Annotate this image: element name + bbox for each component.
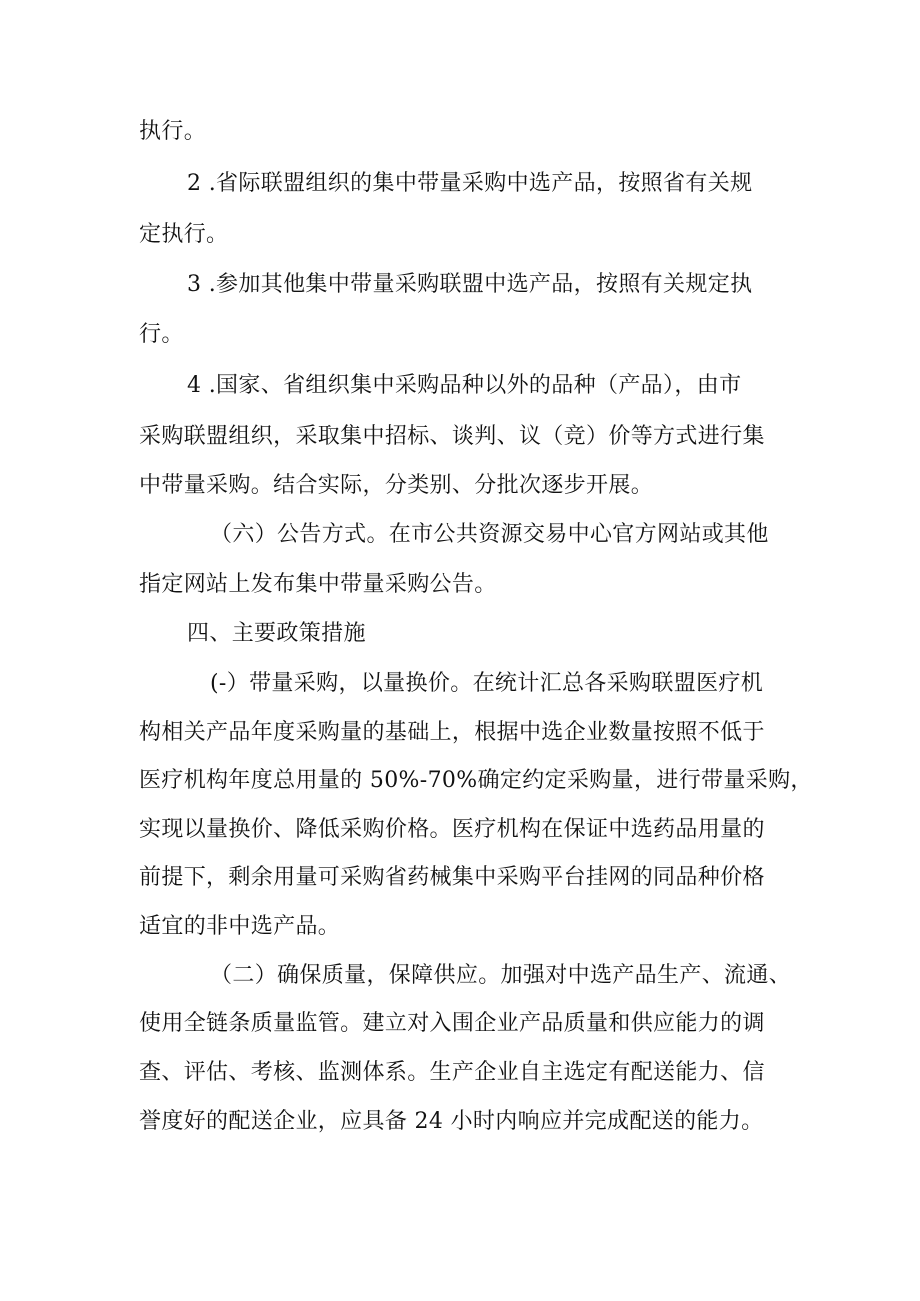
- text-line: 4 .国家、省组织集中采购品种以外的品种（产品），由市: [187, 373, 742, 398]
- section-heading: 四、主要政策措施: [187, 621, 366, 646]
- text-line: 前提下，剩余用量可采购省药械集中采购平台挂网的同品种价格: [139, 865, 765, 890]
- text-line: 适宜的非中选产品。: [139, 914, 341, 939]
- text-line: 誉度好的配送企业，应具备 24 小时内响应并完成配送的能力。: [139, 1109, 764, 1134]
- text-line: 实现以量换价、降低采购价格。医疗机构在保证中选药品用量的: [139, 817, 765, 842]
- text-line: 医疗机构年度总用量的 50%-70%确定约定采购量，进行带量采购，: [139, 768, 813, 793]
- text-line: 构相关产品年度采购量的基础上，根据中选企业数量按照不低于: [139, 720, 765, 745]
- text-line: 定执行。: [139, 222, 229, 247]
- text-line: 行。: [139, 322, 184, 347]
- text-line: 指定网站上发布集中带量采购公告。: [139, 572, 497, 597]
- text-line: 执行。: [139, 119, 207, 144]
- text-line: 中带量采购。结合实际，分类别、分批次逐步开展。: [139, 473, 654, 498]
- text-line: 使用全链条质量监管。建立对入围企业产品质量和供应能力的调: [139, 1011, 765, 1036]
- text-line: 3 .参加其他集中带量采购联盟中选产品，按照有关规定执: [187, 272, 753, 297]
- text-line: (-）带量采购，以量换价。在统计汇总各采购联盟医疗机: [210, 671, 764, 696]
- text-line: 采购联盟组织，采取集中招标、谈判、议（竞）价等方式进行集: [139, 424, 765, 449]
- text-line: 查、评估、考核、监测体系。生产企业自主选定有配送能力、信: [139, 1060, 765, 1085]
- text-line: （二）确保质量，保障供应。加强对中选产品生产、流通、: [210, 963, 792, 988]
- text-line: 2 .省际联盟组织的集中带量采购中选产品，按照省有关规: [187, 171, 753, 196]
- text-line: （六）公告方式。在市公共资源交易中心官方网站或其他: [210, 522, 769, 547]
